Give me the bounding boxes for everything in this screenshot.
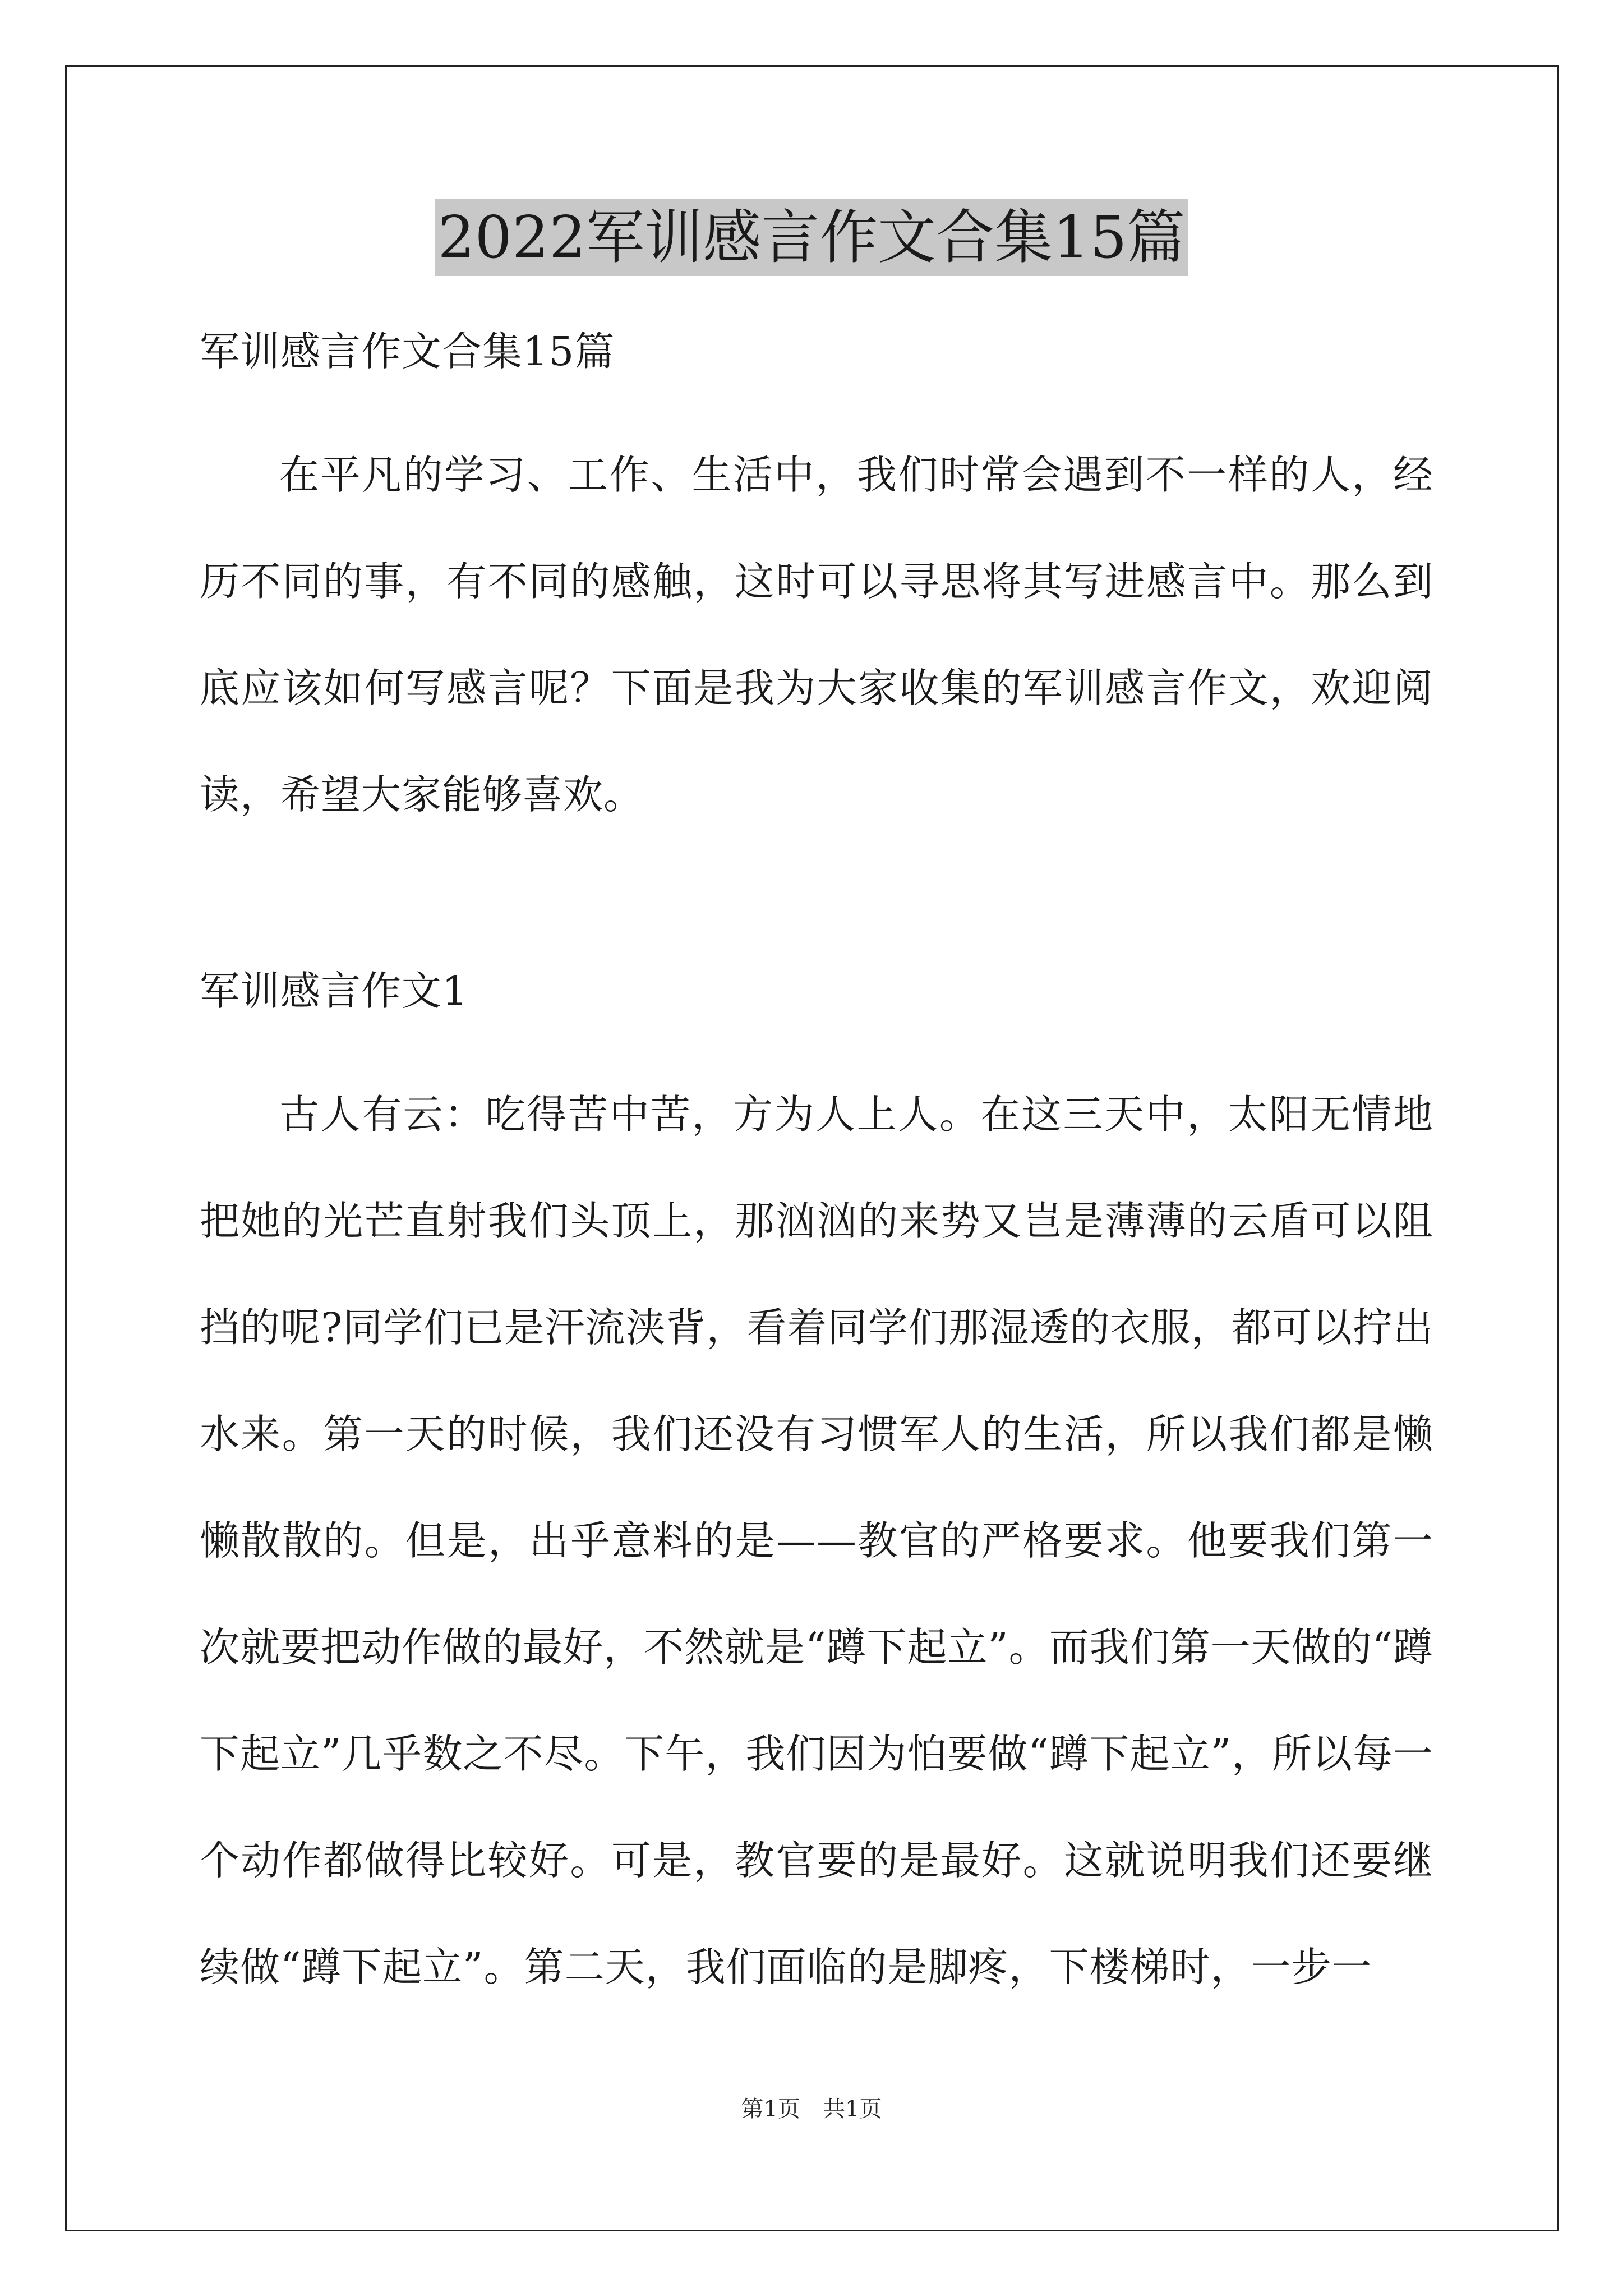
document-title-text: 2022军训感言作文合集15篇 — [435, 199, 1187, 276]
document-title — [0, 192, 1623, 282]
section-paragraph: 古人有云：吃得苦中苦，方为人上人。在这三天中，太阳无情地把她的光芒直射我们头顶上，那汹汹的来势又岂是薄薄的云盾可以阻挡的呢?同学们已是汗流浃背，看着同学们那湿透的衣服，都可以拧出水来。第一天的时候，我们还没有习惯军人的生活，所以我们都是懒懒散散的。但是，出乎意料的是——教官的严格要求。他要我们第一次就要把动作做的最好，不然就是“蹲下起立”。而我们第一天做的“蹲下起立”几乎数之不尽。下午，我们因为怕要做“蹲下起立”，所以每一个动作都做得比较好。可是，教官要的是最好。这就说明我们还要继续做“蹲下起立”。第二天，我们面临的是脚疼，下楼梯时，一步一 — [200, 1091, 1433, 1990]
document-subtitle: 军训感言作文合集15篇 — [200, 328, 615, 375]
section-heading: 军训感言作文1 — [200, 968, 468, 1014]
document-body — [200, 298, 1433, 2021]
spacer — [200, 405, 1433, 422]
spacer — [200, 848, 1433, 938]
spacer — [200, 1045, 1433, 1061]
intro-paragraph: 在平凡的学习、工作、生活中，我们时常会遇到不一样的人，经历不同的事，有不同的感触，这时可以寻思将其写进感言中。那么到底应该如何写感言呢？下面是我为大家收集的军训感言作文，欢迎阅读，希望大家能够喜欢。 — [200, 452, 1433, 818]
page-footer: 第1页 共1页 — [741, 2096, 882, 2122]
